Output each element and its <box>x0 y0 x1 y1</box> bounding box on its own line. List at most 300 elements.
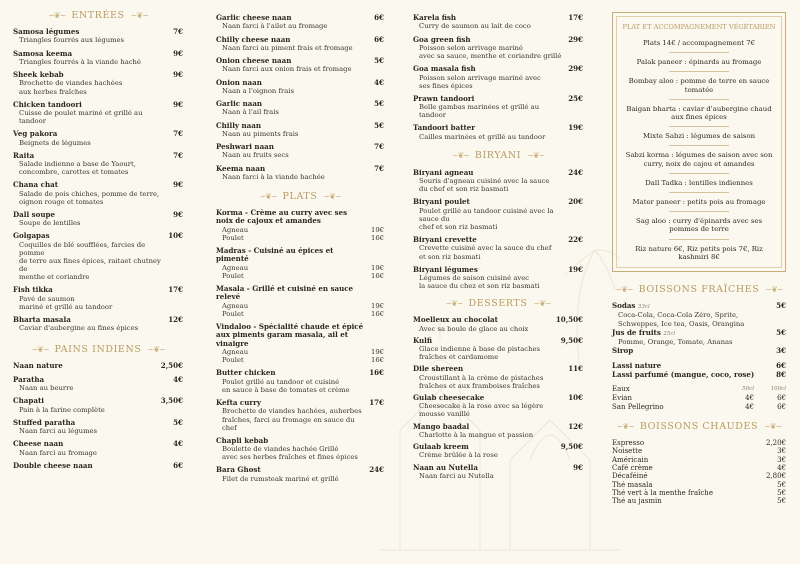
menu-item <box>13 376 183 393</box>
item-name: Butter chicken <box>216 368 276 378</box>
fish-list <box>413 14 583 141</box>
item-price: 9,50€ <box>560 335 583 345</box>
item-name: Tandoori batter <box>413 123 476 133</box>
menu-item <box>13 232 183 281</box>
ornament-icon: ∼❦∽ <box>130 10 148 20</box>
menu-item <box>216 369 384 394</box>
item-price: 7€ <box>173 129 183 139</box>
item-description: Naan a l'oignon frais <box>222 86 294 95</box>
vegetarian-title: PLAT ET ACCOMPAGNEMENT VÉGÉTARIEN <box>622 23 776 31</box>
item-name: Sheek kebab <box>13 70 64 79</box>
menu-item <box>413 14 583 31</box>
item-price: 10€ <box>568 392 583 402</box>
item-name: Gulab cheesecake <box>413 392 485 402</box>
plats-list <box>216 209 384 483</box>
item-price: 5€ <box>374 56 384 65</box>
hot-drink-row <box>612 464 786 472</box>
hot-drink-label: Espresso <box>612 439 645 448</box>
item-name: Madras - Cuisiné au épices et pimenté <box>216 246 334 264</box>
variant-price: 19€ <box>371 348 384 357</box>
item-description: Naan au fruits secs <box>222 151 289 160</box>
menu-item <box>13 419 183 436</box>
hot-drink-label: Noisette <box>612 447 643 456</box>
item-description: Naan farci au Nutella <box>419 471 494 480</box>
variant-price: 16€ <box>371 356 384 365</box>
item-price: 19€ <box>568 264 583 274</box>
item-variant <box>216 302 384 310</box>
hot-drink-price: 5€ <box>777 480 786 489</box>
biryani-list <box>413 169 583 290</box>
variant-price: 19€ <box>371 225 384 234</box>
item-description: avec sa sauce, menthe et coriandre grillé <box>419 52 562 60</box>
divider <box>669 145 729 146</box>
item-description: avec ses herbes fraîches et fines épices <box>222 453 358 462</box>
eau-price-100: 6€ <box>777 402 786 411</box>
item-description: Triangles fourrés aux légumes <box>19 36 125 45</box>
divider <box>669 239 729 240</box>
menu-item <box>413 124 583 141</box>
vegetarian-line: Palak paneer : épinards au fromage <box>636 58 762 67</box>
menu-item <box>13 101 183 126</box>
item-description: mariné et grillé au tandoor <box>19 302 113 311</box>
eau-label: Evian <box>612 393 632 402</box>
ornament-icon: ∽❦∼ <box>445 298 463 308</box>
item-price: 9€ <box>173 180 183 190</box>
item-name: Samosa keema <box>13 48 73 58</box>
item-name: Onion naan <box>216 77 262 87</box>
column-pains-plats <box>216 6 384 488</box>
hot-drink-row <box>612 497 786 505</box>
item-description: Charlotte à la mangue et passion <box>419 430 534 439</box>
item-description: Salade de pois chiches, pomme de terre, <box>19 189 160 198</box>
hot-drink-label: Thé masala <box>612 480 653 489</box>
item-price: 10€ <box>168 231 183 241</box>
item-variant <box>216 234 384 242</box>
item-price: 17€ <box>369 398 384 407</box>
menu-item <box>13 286 183 311</box>
item-price: 29€ <box>568 34 583 44</box>
item-description: Soupe de lentilles <box>19 219 81 228</box>
hot-drink-price: 2,80€ <box>765 472 786 481</box>
menu-item <box>216 466 384 483</box>
item-name: Chicken tandoori <box>13 99 82 109</box>
chaudes-list <box>612 439 786 505</box>
item-name: Korma - Crème au curry avec ses noix de cajoux et amandes <box>216 208 348 226</box>
ornament-icon: ∼❦∽ <box>323 191 341 201</box>
vegetarian-line: Riz nature 6€, Riz petits pois 7€, Riz kashmiri 8€ <box>635 244 763 261</box>
item-name: Goa masala fish <box>413 64 476 74</box>
divider <box>669 126 729 127</box>
menu-item <box>413 169 583 194</box>
menu-item <box>413 394 583 419</box>
item-name: Keema naan <box>216 163 266 173</box>
item-price: 9€ <box>173 48 183 58</box>
item-price: 3,50€ <box>160 396 183 406</box>
menu-item <box>216 399 384 432</box>
item-description: et son riz basmati <box>419 252 481 261</box>
ornament-icon: ∼❦∽ <box>147 344 165 354</box>
item-name: Chana chat <box>13 180 58 190</box>
item-price: 10,50€ <box>555 315 583 325</box>
item-price: 5€ <box>173 417 183 427</box>
item-variant <box>216 264 384 272</box>
menu-item <box>216 437 384 462</box>
item-description: Cheesecake à la rose avec sa légère mousse vanillé <box>419 402 544 419</box>
menu-item <box>216 209 384 242</box>
hot-drink-price: 3€ <box>777 455 786 464</box>
item-price: 9,50€ <box>560 442 583 452</box>
pains-list-continued <box>216 14 384 181</box>
vegetarian-line: Mater paneer : petits pois au fromage <box>632 198 766 207</box>
item-price: 16€ <box>369 368 384 378</box>
item-description: Naan farci au piment frais et fromage <box>222 43 353 52</box>
menu-item <box>216 57 384 74</box>
eau-row <box>612 394 786 403</box>
item-description: Brochette de viandes hachées <box>19 79 123 88</box>
vegetarian-line: Mixte Sabzi : légumes de saison <box>642 132 756 141</box>
item-name: Peshwari naan <box>216 142 274 151</box>
item-price: 9€ <box>573 462 583 472</box>
item-price: 5€ <box>374 120 384 130</box>
menu-item <box>413 266 583 291</box>
item-description: Naan farci à l'ailet au fromage <box>222 22 328 31</box>
item-price: 11€ <box>568 364 583 374</box>
item-name: Chapli kebab <box>216 435 269 445</box>
menu-item <box>413 316 583 333</box>
ornament-icon: ∽❦∼ <box>451 151 469 161</box>
hot-drink-row <box>612 456 786 464</box>
variant-label: Poulet <box>222 356 244 365</box>
item-description: Pavé de saumon <box>19 294 75 303</box>
item-description: fraîches, farci au fromage en sauce du chef <box>222 415 355 432</box>
item-price: 12€ <box>168 314 183 324</box>
item-description: en sauce à base de tomates et crème <box>222 385 350 394</box>
item-price: 22€ <box>568 235 583 245</box>
variant-label: Agneau <box>222 225 249 234</box>
divider <box>669 99 729 100</box>
item-price: 2,50€ <box>160 361 183 371</box>
hot-drink-price: 5€ <box>777 497 786 506</box>
variant-label: Poulet <box>222 309 244 318</box>
lassi-parfume-item: Lassi parfumé (mangue, coco, rose) 8€ <box>612 369 786 379</box>
item-description: Naan au beurre <box>19 384 74 393</box>
item-price: 5€ <box>374 99 384 108</box>
item-price: 19€ <box>568 123 583 133</box>
item-price: 9€ <box>173 209 183 219</box>
item-price: 9€ <box>173 99 183 109</box>
item-price: 4€ <box>173 374 183 384</box>
item-price: 6€ <box>374 34 384 44</box>
item-description: de terre aux fines épices, raitaet chutney de <box>19 256 161 274</box>
jus-item: Jus de fruits 25cl 5€ Pomme, Orange, Tomate, Ananas <box>612 327 786 347</box>
eau-label: San Pellegrino <box>612 402 664 411</box>
item-variant <box>216 310 384 318</box>
vegetarian-lines <box>621 39 777 261</box>
menu-item <box>413 423 583 440</box>
eau-price-50: 4€ <box>745 402 754 411</box>
desserts-list <box>413 316 583 480</box>
item-variant <box>216 226 384 234</box>
eaux-rows <box>612 394 786 411</box>
item-description: Brochette de viandes hachées, auherbes <box>222 407 362 416</box>
item-description: menthe et coriandre <box>19 273 90 282</box>
item-price: 4€ <box>173 439 183 449</box>
item-name: Naan au Nutella <box>413 462 478 472</box>
item-description: du chef et son riz basmati <box>419 185 509 194</box>
menu-item <box>13 440 183 457</box>
column-fish-biryani-desserts <box>413 6 583 484</box>
item-description: Naan farci au légumes <box>19 427 98 436</box>
menu-item <box>216 285 384 318</box>
item-description: la sauce du chez et son riz basmati <box>419 282 540 291</box>
item-name: Cheese naan <box>13 439 64 449</box>
menu-item <box>413 65 583 90</box>
item-name: Garlic naan <box>216 99 263 108</box>
item-description: Filet de rumsteak mariné et grillé <box>222 474 339 483</box>
menu-item <box>216 100 384 117</box>
item-name: Chilly naan <box>216 120 261 130</box>
item-description: Avec sa boule de glace au choix <box>419 324 529 333</box>
menu-item <box>13 152 183 177</box>
plats-heading: ∽❦∼ PLATS ∼❦∽ <box>259 190 341 202</box>
vegetarian-line: Sag aloo : curry d'épinards avec ses pommes de terre <box>636 217 762 234</box>
item-name: Gulaab kreem <box>413 442 469 452</box>
sodas-item: Sodas 33cl 5€ Coca-Cola, Coca-Cola Zéro, Sprite, Schweppes, Ice tea, Oasis, Orangina <box>612 301 786 328</box>
item-price: 12€ <box>568 421 583 431</box>
item-name: Mango baadal <box>413 421 470 431</box>
item-price: 17€ <box>168 285 183 295</box>
item-name: Biryani agneau <box>413 167 474 177</box>
variant-label: Agneau <box>222 263 249 272</box>
eaux-header: Eaux 50cl 100cl <box>612 385 786 394</box>
item-description: Croustillant à la crème de pistaches <box>419 373 544 382</box>
item-name: Naan nature <box>13 361 63 371</box>
menu-item <box>216 14 384 31</box>
ornament-icon: ∽❦∼ <box>616 421 634 431</box>
sirop-item: Sirop 3€ <box>612 346 786 356</box>
item-description: Beignets de légumes <box>19 138 91 147</box>
item-name: Prawn tandoori <box>413 93 475 103</box>
item-name: Karela fish <box>413 13 457 22</box>
menu-item <box>13 130 183 147</box>
eau-price-100: 6€ <box>777 393 786 402</box>
vegetarian-line: Dall Tadka : lentilles indiennes <box>645 178 753 187</box>
hot-drink-label: Thé vert à la menthe fraîche <box>612 488 713 497</box>
item-price: 9€ <box>173 70 183 79</box>
item-name: Bharta masala <box>13 314 71 324</box>
item-description: Coquilles de blé soufflées, farcies de pomme <box>19 240 146 257</box>
hot-drink-price: 3€ <box>777 447 786 456</box>
eau-price-50: 4€ <box>745 393 754 402</box>
item-name: Golgapas <box>13 231 50 241</box>
divider <box>669 211 729 212</box>
item-name: Masala - Grillé et cuisiné en sauce relevé <box>216 284 354 302</box>
entrees-list <box>13 28 183 332</box>
item-name: Stuffed paratha <box>13 417 76 427</box>
ornament-icon: ∽❦∼ <box>48 10 66 20</box>
item-price: 17€ <box>568 13 583 22</box>
item-description: Crevette cuisiné avec la sauce du chef <box>419 244 552 253</box>
item-price: 24€ <box>369 465 384 475</box>
hot-drink-label: Café crème <box>612 464 653 473</box>
variant-label: Poulet <box>222 271 244 280</box>
pains-heading: ∽❦∼ PAINS INDIENS ∼❦∽ <box>31 343 165 355</box>
ornament-icon: ∽❦∼ <box>259 191 277 201</box>
entrees-heading: ∽❦∼ ENTRÉES ∼❦∽ <box>48 9 148 21</box>
menu-item <box>13 316 183 333</box>
item-price: 7€ <box>173 150 183 160</box>
item-description: fraîches et cardamome <box>419 353 499 362</box>
vegetarian-line: Sabzi korma : légumes de saison avec son curry, noix de cajou et amandes <box>625 151 773 168</box>
ornament-icon: ∽❦∼ <box>31 344 49 354</box>
item-description: Triangles fourrés à la viande haché <box>19 57 141 66</box>
variant-price: 19€ <box>371 263 384 272</box>
item-description: Poulet grillé au tandoor cuisiné avec la sauce du <box>419 206 554 223</box>
hot-drink-row <box>612 489 786 497</box>
item-description: chef et son riz basmati <box>419 222 498 231</box>
variant-label: Agneau <box>222 348 249 357</box>
menu-item <box>216 143 384 160</box>
menu-item <box>13 362 183 370</box>
boissons-fraiches-heading: ∽❦∼ BOISSONS FRAÎCHES ∼❦∽ <box>615 283 783 295</box>
item-price: 6€ <box>374 13 384 22</box>
variant-price: 19€ <box>371 301 384 310</box>
vegetarian-line: Baigan bharta : caviar d'aubergine chaud aux fines épices <box>626 104 772 122</box>
divider <box>669 173 729 174</box>
item-price: 20€ <box>568 197 583 207</box>
menu-item <box>13 28 183 45</box>
column-veg-boissons <box>612 6 786 506</box>
ornament-icon: ∼❦∽ <box>765 284 783 294</box>
item-description: Naan farci au fromage <box>19 448 97 457</box>
ornament-icon: ∼❦∽ <box>533 298 551 308</box>
item-description: fraîches et aux framboises fraîches <box>419 381 540 390</box>
item-name: Biryani poulet <box>413 197 470 207</box>
menu-item <box>413 198 583 231</box>
item-variant <box>216 272 384 280</box>
item-price: 25€ <box>568 93 583 103</box>
item-name: Samosa légumes <box>13 27 80 36</box>
item-description: ses fines épices <box>419 81 473 90</box>
item-variant <box>216 356 384 364</box>
item-description: Naan à l'ail frais <box>222 108 279 117</box>
column-entrees <box>13 6 183 475</box>
item-description: Cuisse de poulet mariné et grillé au tandoor <box>19 109 143 126</box>
menu-item <box>413 36 583 61</box>
menu-item <box>13 50 183 67</box>
vegetarian-line: Plats 14€ / accompagnement 7€ <box>642 39 756 47</box>
biryani-heading: ∽❦∼ BIRYANI ∼❦∽ <box>451 150 545 162</box>
variant-price: 16€ <box>371 309 384 318</box>
menu-item <box>13 397 183 414</box>
item-price: 6€ <box>173 460 183 470</box>
item-name: Onion cheese naan <box>216 56 292 65</box>
item-description: Légumes de saison cuisiné avec <box>419 274 530 283</box>
item-name: Biryani crevette <box>413 235 477 245</box>
item-price: 4€ <box>374 77 384 87</box>
item-description: Caviar d'aubergine au fines épices <box>19 324 139 333</box>
pains-list <box>13 362 183 470</box>
menu-item <box>13 71 183 96</box>
menu-item <box>216 247 384 280</box>
item-name: Garlic cheese naan <box>216 13 292 22</box>
divider <box>669 52 729 53</box>
item-name: Chapati <box>13 396 44 406</box>
item-description: Belle gambas marinées et grillé au tandoor <box>419 103 540 120</box>
item-description: aux herbes fraîches <box>19 87 87 96</box>
divider <box>669 192 729 193</box>
item-description: Poulet grillé au tandoor et cuisiné <box>222 377 340 386</box>
menu-item <box>13 462 183 470</box>
item-name: Biryani légumes <box>413 264 478 274</box>
menu-item <box>413 443 583 460</box>
menu-item <box>413 365 583 390</box>
item-description: Curry de saumon au lait de coco <box>419 22 531 31</box>
item-description: Naan farci aux onion frais et fromage <box>222 65 352 74</box>
item-description: Pain à la farine complète <box>19 405 105 414</box>
item-description: oignon rouge et tomates <box>19 197 104 206</box>
item-name: Chilly cheese naan <box>216 34 291 44</box>
variant-label: Agneau <box>222 301 249 310</box>
menu-item <box>216 165 384 182</box>
menu-item <box>216 79 384 96</box>
item-name: Dall soupe <box>13 209 55 219</box>
ornament-icon: ∼❦∽ <box>764 421 782 431</box>
menu-item <box>413 236 583 261</box>
item-variant <box>216 348 384 356</box>
item-description: Poisson selon arrivage mariné avec <box>419 73 541 82</box>
item-price: 29€ <box>568 64 583 74</box>
item-name: Kefta curry <box>216 398 261 407</box>
item-price: 7€ <box>173 27 183 36</box>
menu-item <box>216 36 384 53</box>
divider <box>669 71 729 72</box>
hot-drink-price: 5€ <box>777 488 786 497</box>
lassi-nature-item: Lassi nature 6€ <box>612 360 786 370</box>
menu-item <box>413 464 583 481</box>
item-description: Crème brûlée à la rose <box>419 451 498 460</box>
item-description: Cailles marinées et grillé au tandoor <box>419 132 546 141</box>
variant-price: 16€ <box>371 271 384 280</box>
menu-item <box>13 181 183 206</box>
item-name: Goa green fish <box>413 34 471 44</box>
menu-item <box>413 95 583 120</box>
item-description: Boulette de viandes hachée Grillé <box>222 445 339 454</box>
menu-item <box>413 337 583 362</box>
boissons-chaudes-heading: ∽❦∼ BOISSONS CHAUDES ∼❦∽ <box>616 420 782 432</box>
vegetarian-box <box>612 12 786 272</box>
item-description: concombre, carottes et tomates <box>19 168 129 177</box>
item-description: Naan au piments frais <box>222 129 299 138</box>
ornament-icon: ∼❦∽ <box>527 151 545 161</box>
vegetarian-line: Bombay aloo : pomme de terre en sauce tomatée <box>628 77 770 94</box>
item-price: 7€ <box>374 163 384 173</box>
hot-drink-row <box>612 439 786 447</box>
item-name: Vindaloo - Spécialité chaude et épicé aux piments garam masala, ail et vinaigre <box>216 322 364 348</box>
hot-drink-row <box>612 481 786 489</box>
item-name: Bara Ghost <box>216 465 261 475</box>
hot-drink-price: 2,20€ <box>765 439 786 448</box>
hot-drink-row <box>612 472 786 480</box>
item-name: Double cheese naan <box>13 460 93 470</box>
item-name: Kulfi <box>413 335 433 345</box>
ornament-icon: ∽❦∼ <box>615 284 633 294</box>
item-description: Salade indienne a base de Yaourt, <box>19 160 136 169</box>
item-name: Dile shereen <box>413 364 464 374</box>
item-description: Glace indienne à base de pistaches <box>419 345 540 354</box>
item-price: 24€ <box>568 167 583 177</box>
item-name: Moelleux au chocolat <box>413 315 498 325</box>
